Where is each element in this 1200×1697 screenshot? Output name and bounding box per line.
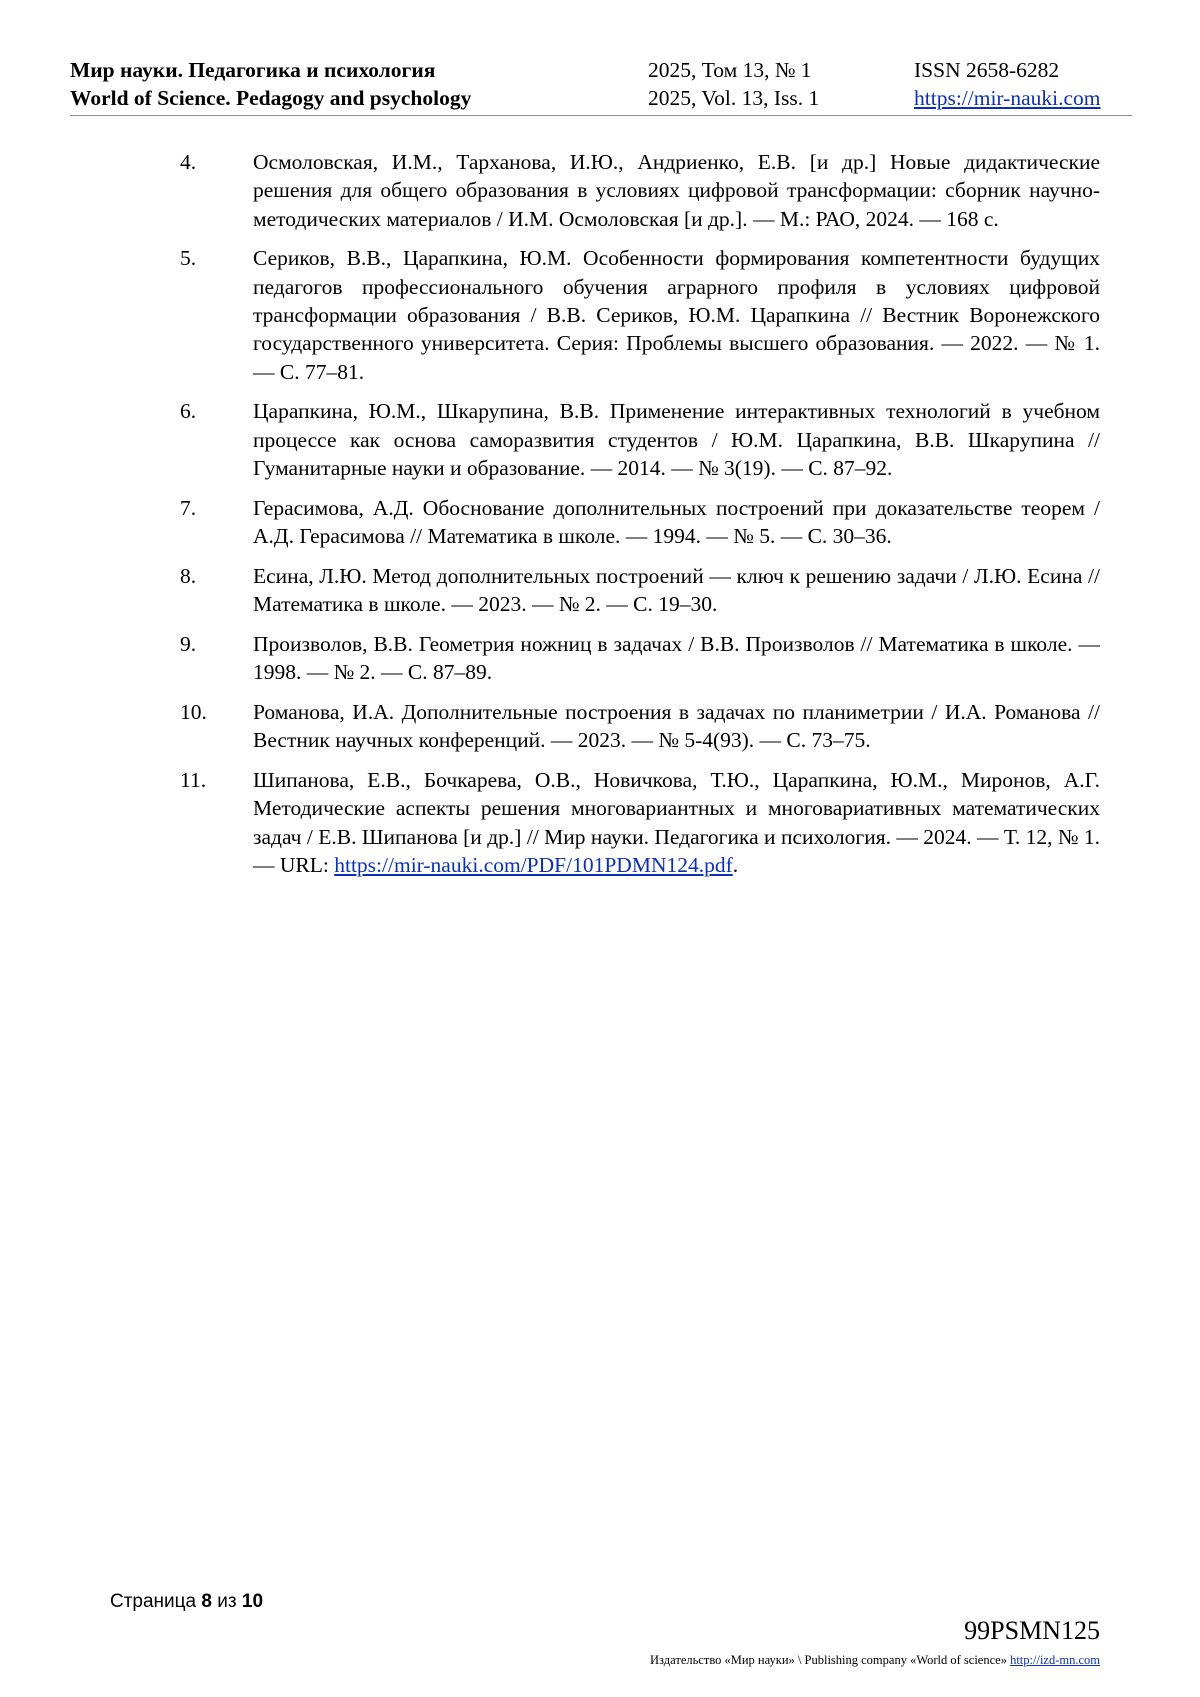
reference-text: Герасимова, А.Д. Обоснование дополнительных построений при доказательстве теорем / А.Д. Герасимова // Математика в школе. — 1994. — № 5. — С. 30–36.: [253, 495, 1100, 549]
reference-number: 11.: [180, 768, 207, 793]
article-code: 99PSMN125: [964, 1616, 1100, 1645]
header-row-ru: [70, 56, 1132, 84]
issue-info-ru: 2025, Том 13, № 1: [648, 58, 812, 82]
journal-title-ru: Мир науки. Педагогика и психология: [70, 58, 436, 82]
reference-number: 6.: [180, 399, 197, 424]
reference-text: Есина, Л.Ю. Метод дополнительных построений — ключ к решению задачи / Л.Ю. Есина // Математика в школе. — 2023. — № 2. — С. 19–30.: [253, 563, 1100, 617]
reference-item: [180, 698, 1100, 755]
reference-number: 7.: [180, 495, 197, 520]
reference-number: 5.: [180, 246, 197, 271]
reference-text: Сериков, В.В., Царапкина, Ю.М. Особенности формирования компетентности будущих педагогов профессионального обучения аграрного профиля в условиях цифровой трансформации образования / В.В. Сериков, Ю.М. Царапкина // Вестник Воронежского государственного университета. Серия: Проблемы высшего образования. — 2022. — № 1. — С. 77–81.: [253, 246, 1100, 384]
publisher-link[interactable]: http://izd-mn.com: [1010, 1653, 1100, 1667]
reference-item: [180, 562, 1100, 619]
reference-item: [180, 148, 1100, 233]
reference-item: [180, 766, 1100, 879]
page-sep: из: [217, 1591, 237, 1612]
reference-number: 8.: [180, 563, 197, 588]
reference-number: 4.: [180, 150, 197, 174]
reference-item: [180, 494, 1100, 551]
page-counter: [110, 1591, 263, 1613]
reference-text: Произволов, В.В. Геометрия ножниц в задачах / В.В. Произволов // Математика в школе. — 1998. — № 2. — С. 87–89.: [253, 631, 1100, 685]
page-total: 10: [241, 1591, 264, 1612]
page-prefix: Страница: [110, 1591, 197, 1612]
reference-number: 10.: [180, 700, 207, 725]
journal-title-en: World of Science. Pedagogy and psychology: [70, 86, 472, 110]
header-row-en: [70, 84, 1132, 112]
reference-list: [180, 148, 1100, 891]
issn: ISSN 2658-6282: [914, 58, 1060, 82]
reference-text: Романова, И.А. Дополнительные построения в задачах по планиметрии / И.А. Романова // Вестник научных конференций. — 2023. — № 5-4(93). — С. 73–75.: [253, 700, 1100, 753]
reference-text: Шипанова, Е.В., Бочкарева, О.В., Новичкова, Т.Ю., Царапкина, Ю.М., Миронов, А.Г. Методические аспекты решения многовариантных и многовариативных математических задач / Е.В. Шипанова [и др.] // Мир науки. Педагогика и психология. — 2024. — Т. 12, № 1. — URL:: [253, 768, 1100, 878]
reference-item: [180, 244, 1100, 385]
page-current: 8: [201, 1591, 212, 1612]
running-header: [70, 56, 1132, 116]
journal-website-link[interactable]: https://mir-nauki.com: [914, 86, 1101, 110]
reference-number: 9.: [180, 631, 197, 656]
reference-text-end: .: [732, 853, 739, 878]
reference-text: Осмоловская, И.М., Тарханова, И.Ю., Андриенко, Е.В. [и др.] Новые дидактические решения для общего образования в условиях цифровой трансформации: сборник научно-методических материалов / И.М. Осмоловская [и др.]. — М.: РАО, 2024. — 168 с.: [253, 150, 1100, 231]
issue-info-en: 2025, Vol. 13, Iss. 1: [648, 86, 820, 110]
reference-item: [180, 397, 1100, 482]
reference-text-wrap: [253, 766, 1100, 879]
publisher-text: Издательство «Мир науки» \ Publishing company «World of science»: [650, 1653, 1007, 1667]
reference-url-link[interactable]: https://mir-nauki.com/PDF/101PDMN124.pdf: [334, 853, 733, 878]
reference-text: Царапкина, Ю.М., Шкарупина, В.В. Применение интерактивных технологий в учебном процессе как основа саморазвития студентов / Ю.М. Царапкина, В.В. Шкарупина // Гуманитарные науки и образование. — 2014. — № 3(19). — С. 87–92.: [253, 399, 1100, 480]
publisher-line: [650, 1653, 1100, 1668]
reference-item: [180, 630, 1100, 687]
